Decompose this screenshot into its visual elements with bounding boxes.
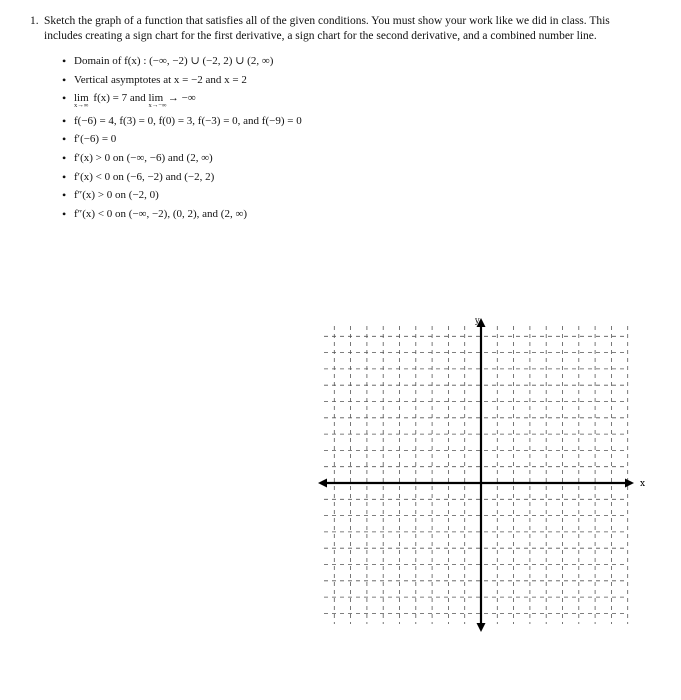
- problem-statement: [30, 14, 650, 225]
- coordinate-grid: [316, 314, 652, 638]
- limit-2: lim x→−∞: [148, 92, 167, 110]
- problem-prompt: [30, 14, 650, 44]
- condition-asymptotes: • Vertical asymptotes at x = −2 and x = 2: [62, 73, 650, 88]
- x-axis-label: x: [640, 479, 646, 489]
- conditions-list: [30, 54, 650, 222]
- condition-critical-point: • f′(−6) = 0: [62, 132, 650, 147]
- x-axis-arrow-left: [318, 479, 327, 488]
- limit-2-subscript: x→−∞: [148, 102, 167, 110]
- coordinate-grid-svg: [316, 314, 652, 638]
- prompt-line-1: Sketch the graph of a function that satisfies all of the given conditions. You must show your work like we did in class. This: [44, 15, 610, 27]
- condition-fdoubleprime-negative: • f″(x) < 0 on (−∞, −2), (0, 2), and (2, ∞): [62, 207, 650, 222]
- y-axis-arrow-down: [477, 623, 486, 632]
- grid-lines: [324, 326, 628, 624]
- condition-values: • f(−6) = 4, f(3) = 0, f(0) = 3, f(−3) = 0, and f(−9) = 0: [62, 114, 650, 129]
- condition-limits: [62, 91, 650, 110]
- prompt-line-2: includes creating a sign chart for the first derivative, a sign chart for the second derivative, and a combined number line.: [44, 30, 597, 42]
- limit-1-subscript: x→∞: [74, 102, 89, 110]
- problem-number: 1.: [30, 15, 39, 27]
- problem-prompt-text: [44, 14, 650, 44]
- condition-fdoubleprime-positive: • f″(x) > 0 on (−2, 0): [62, 188, 650, 203]
- limit-1-rest: f(x) = 7 and: [93, 92, 146, 105]
- limit-2-rest: → −∞: [167, 92, 196, 105]
- condition-domain: • Domain of f(x) : (−∞, −2) ∪ (−2, 2) ∪ (2, ∞): [62, 54, 650, 69]
- x-axis-arrow-right: [625, 479, 634, 488]
- condition-fprime-negative: • f′(x) < 0 on (−6, −2) and (−2, 2): [62, 170, 650, 185]
- limit-1: lim x→∞: [74, 92, 89, 110]
- condition-fprime-positive: • f′(x) > 0 on (−∞, −6) and (2, ∞): [62, 151, 650, 166]
- y-axis-label: y: [475, 316, 480, 325]
